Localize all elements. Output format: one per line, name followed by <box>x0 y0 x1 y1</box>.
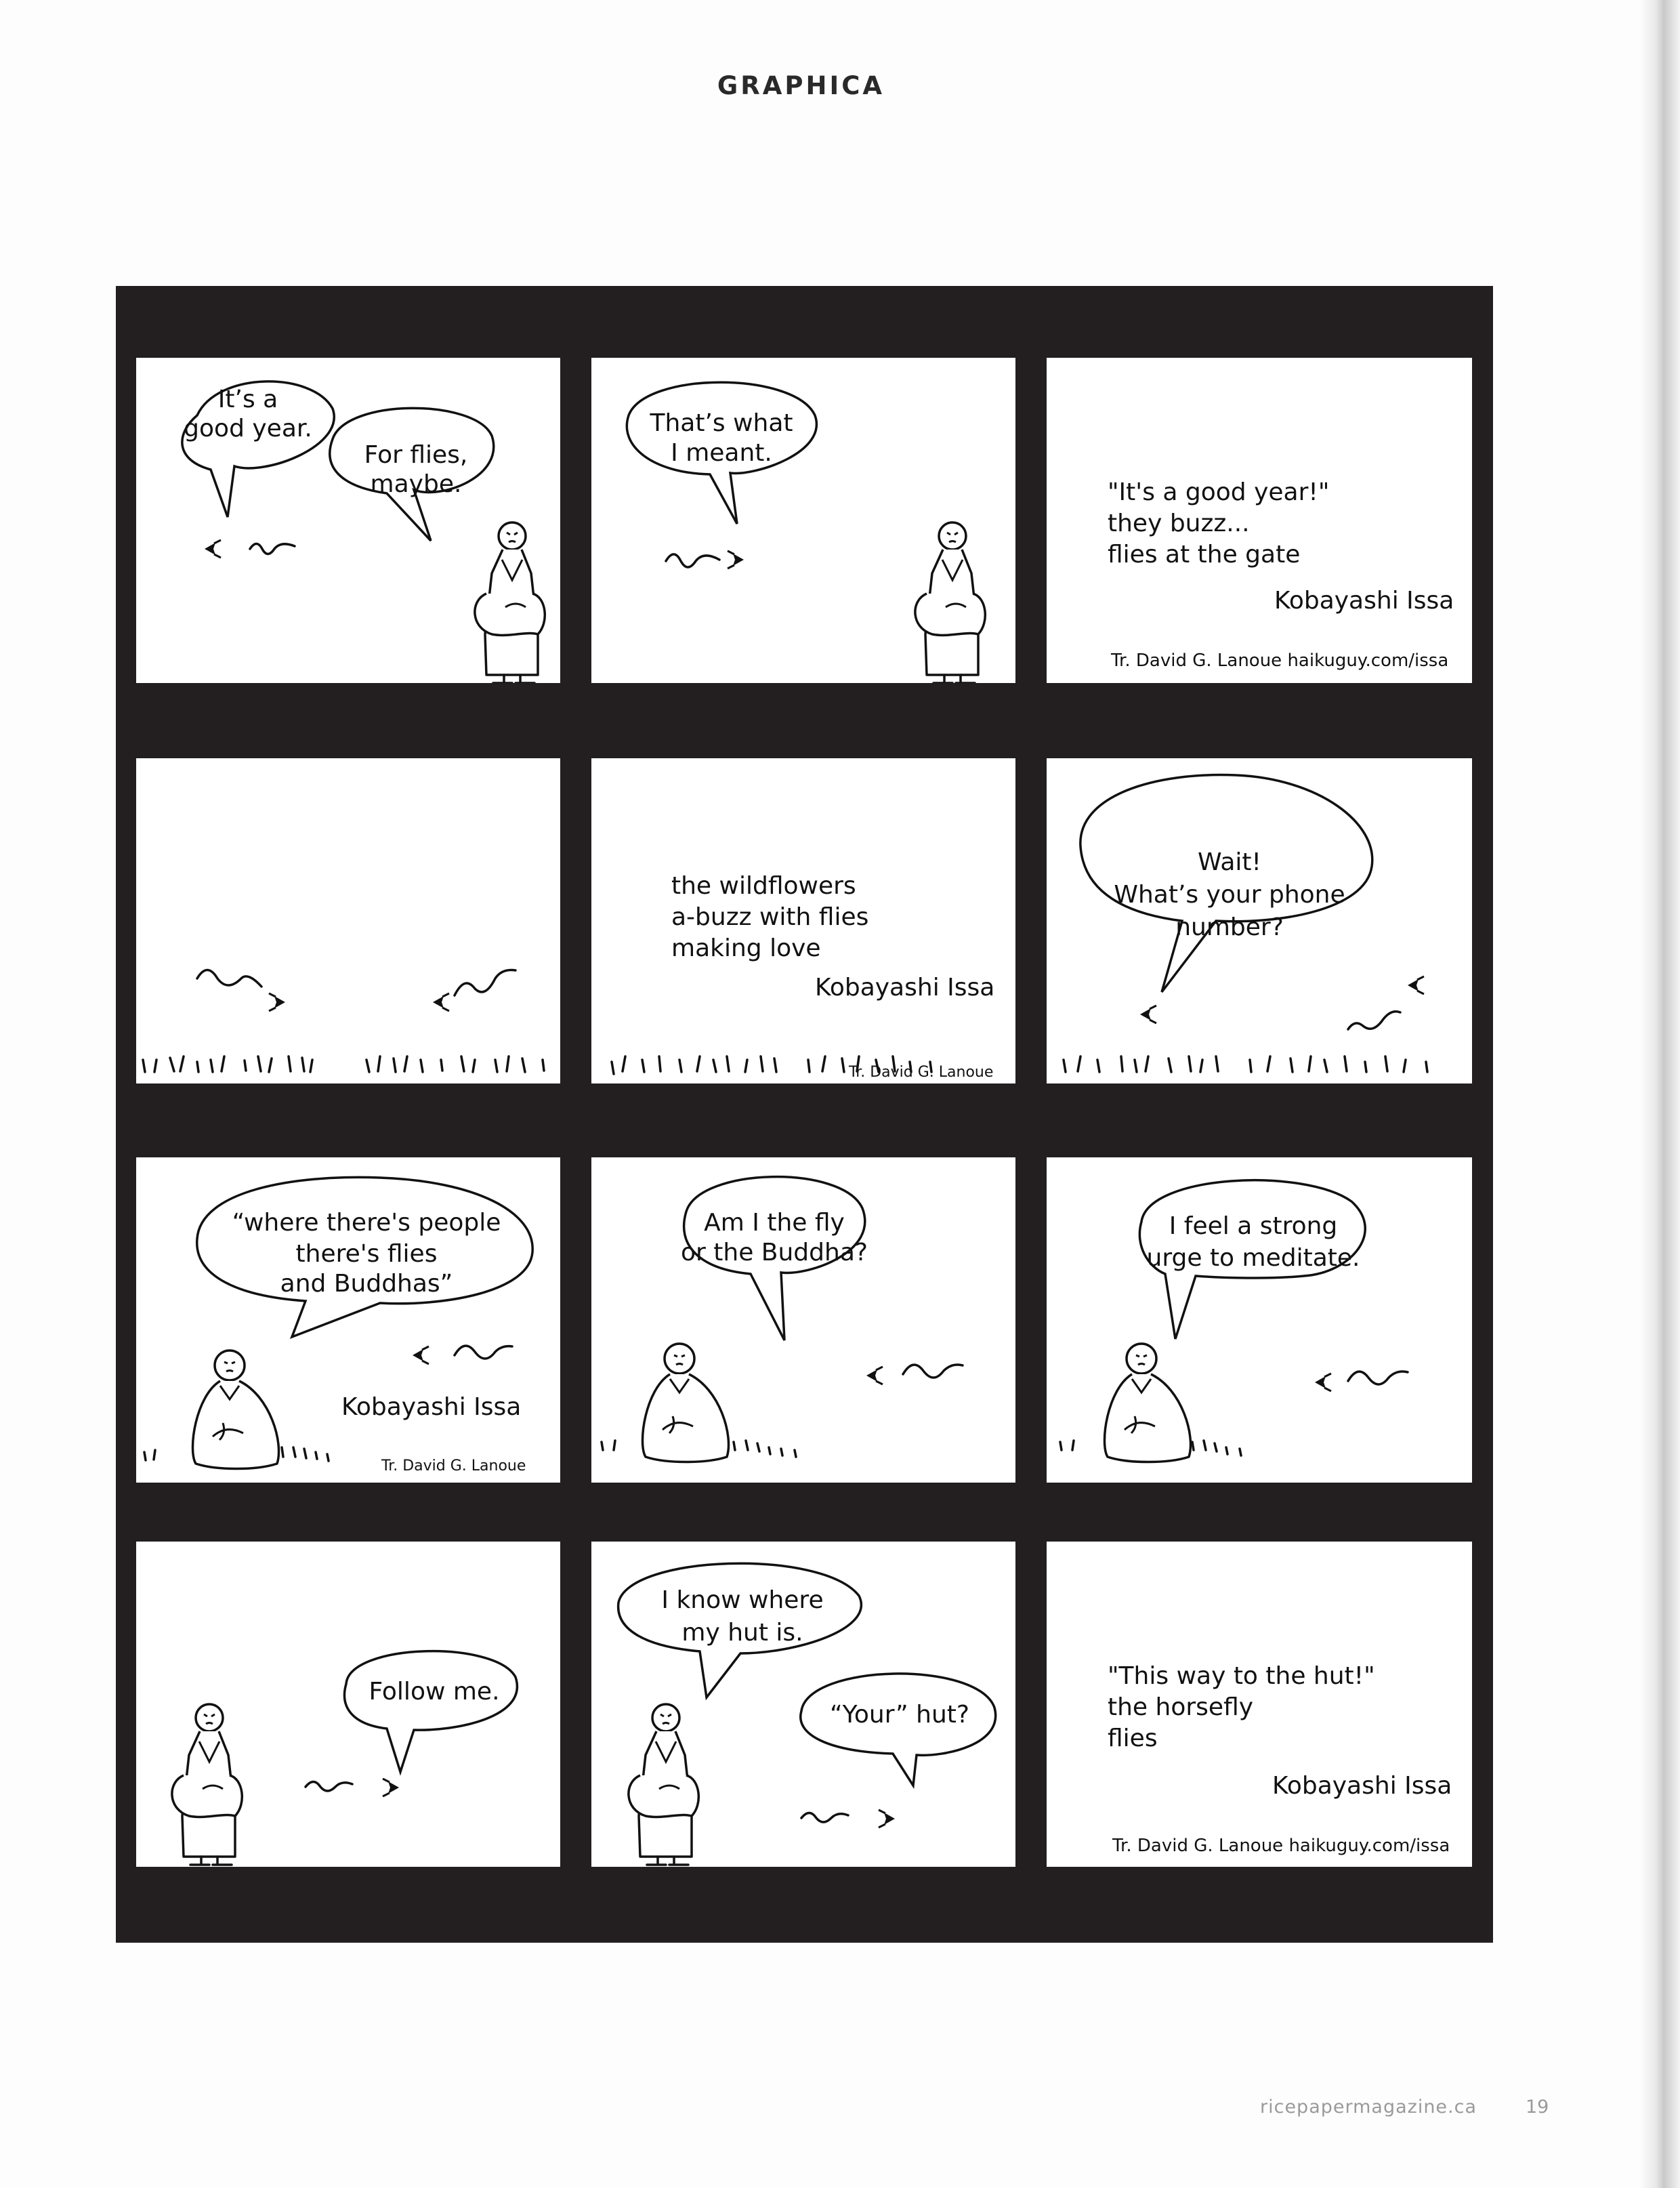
panel-11-art <box>591 1542 1015 1867</box>
panel-12-art <box>1047 1542 1472 1867</box>
bubble-text: That’s what <box>650 409 793 437</box>
monk-figure <box>193 1350 279 1469</box>
fly-icon <box>383 1779 399 1796</box>
bubble-text: my hut is. <box>681 1619 803 1647</box>
comic-grid <box>116 286 1493 1943</box>
panel-9 <box>1047 1157 1472 1483</box>
bubble-text: For flies, <box>364 441 468 469</box>
speech-bubble <box>801 1674 996 1786</box>
bubble-text: I feel a strong <box>1169 1212 1338 1240</box>
panel-1-art <box>136 358 560 683</box>
fly-icon <box>879 1810 895 1828</box>
fly-icon <box>205 540 221 558</box>
fly-icon <box>413 1346 429 1364</box>
panel-4-art <box>136 758 560 1083</box>
panel-7 <box>136 1157 560 1483</box>
poem-line: flies at the gate <box>1108 541 1301 569</box>
monk-figure <box>629 1704 698 1865</box>
bubble-text: urge to meditate. <box>1146 1244 1360 1272</box>
bubble-text: maybe. <box>370 470 462 498</box>
panel-10 <box>136 1542 560 1867</box>
fly-icon <box>269 993 285 1011</box>
fly-trail <box>306 1782 352 1792</box>
grass <box>143 1056 544 1072</box>
fly-trail <box>197 970 261 987</box>
bubble-text: I meant. <box>671 439 772 467</box>
monk-figure <box>1105 1344 1191 1462</box>
poem-line: "It's a good year!" <box>1108 478 1330 506</box>
bubble-text: What’s your phone <box>1114 881 1345 909</box>
panel-3 <box>1047 358 1472 683</box>
poem-line: making love <box>671 934 821 962</box>
poem-line: the wildflowers <box>671 872 856 900</box>
grass <box>1064 1056 1427 1072</box>
poem-line: the horsefly <box>1108 1693 1254 1721</box>
panel-6 <box>1047 758 1472 1083</box>
footer-site: ricepapermagazine.ca <box>1260 2097 1477 2118</box>
fly-trail <box>250 544 295 554</box>
bubble-text: It’s a <box>217 386 278 413</box>
fly-trail <box>666 554 719 567</box>
panel-4 <box>136 758 560 1083</box>
panel-1 <box>136 358 560 683</box>
bubble-text: good year. <box>184 415 312 442</box>
fly-icon <box>1140 1006 1156 1023</box>
monk-figure <box>643 1344 729 1462</box>
author: Kobayashi Issa <box>1272 1772 1452 1800</box>
bubble-text: there's flies <box>295 1240 438 1268</box>
speech-bubble <box>345 1651 518 1772</box>
fly-trail <box>801 1813 848 1823</box>
translator-credit: Tr. David G. Lanoue haikuguy.com/issa <box>1112 1836 1450 1856</box>
bubble-text: “where there's people <box>232 1209 501 1237</box>
page-number: 19 <box>1526 2097 1549 2118</box>
panel-5-art <box>591 758 1015 1083</box>
fly-trail <box>1348 1371 1408 1384</box>
bubble-text: or the Buddha? <box>681 1239 868 1266</box>
panel-5 <box>591 758 1015 1083</box>
page-header: GRAPHICA <box>717 71 885 100</box>
fly-icon <box>1315 1374 1331 1391</box>
fly-icon <box>1408 976 1424 994</box>
monk-figure <box>915 522 985 683</box>
poem-line: flies <box>1108 1725 1158 1752</box>
fly-icon <box>433 993 449 1011</box>
author: Kobayashi Issa <box>815 974 995 1002</box>
fly-icon <box>728 551 744 569</box>
translator-credit: Tr. David G. Lanoue <box>381 1458 526 1474</box>
panel-10-art <box>136 1542 560 1867</box>
fly-trail <box>455 970 516 996</box>
poem-line: a-buzz with flies <box>671 903 869 931</box>
fly-trail <box>455 1346 512 1359</box>
panel-9-art <box>1047 1157 1472 1483</box>
bubble-text: Am I the fly <box>704 1209 845 1237</box>
monk-figure <box>475 522 545 683</box>
panel-3-art <box>1047 358 1472 683</box>
monk-figure <box>172 1704 242 1865</box>
panel-12 <box>1047 1542 1472 1867</box>
panel-8 <box>591 1157 1015 1483</box>
panel-2-art <box>591 358 1015 683</box>
bubble-text: number? <box>1175 913 1284 941</box>
panel-2 <box>591 358 1015 683</box>
bubble-text: Follow me. <box>369 1678 500 1706</box>
bubble-text: Wait! <box>1198 848 1261 876</box>
bubble-text: I know where <box>661 1586 824 1614</box>
author: Kobayashi Issa <box>1274 587 1454 615</box>
translator-credit: Tr. David G. Lanoue <box>849 1064 994 1081</box>
fly-icon <box>866 1367 883 1384</box>
poem-line: they buzz... <box>1108 510 1250 537</box>
page-edge-shadow <box>1639 0 1680 2188</box>
fly-trail <box>1348 1012 1400 1029</box>
translator-credit: Tr. David G. Lanoue haikuguy.com/issa <box>1111 651 1449 671</box>
bubble-text: and Buddhas” <box>280 1270 453 1298</box>
poem-line: "This way to the hut!" <box>1108 1662 1375 1690</box>
panel-8-art <box>591 1157 1015 1483</box>
panel-11 <box>591 1542 1015 1867</box>
author: Kobayashi Issa <box>341 1393 522 1421</box>
fly-trail <box>903 1365 963 1378</box>
panel-7-art <box>136 1157 560 1483</box>
panel-6-art <box>1047 758 1472 1083</box>
bubble-text: “Your” hut? <box>830 1701 969 1729</box>
